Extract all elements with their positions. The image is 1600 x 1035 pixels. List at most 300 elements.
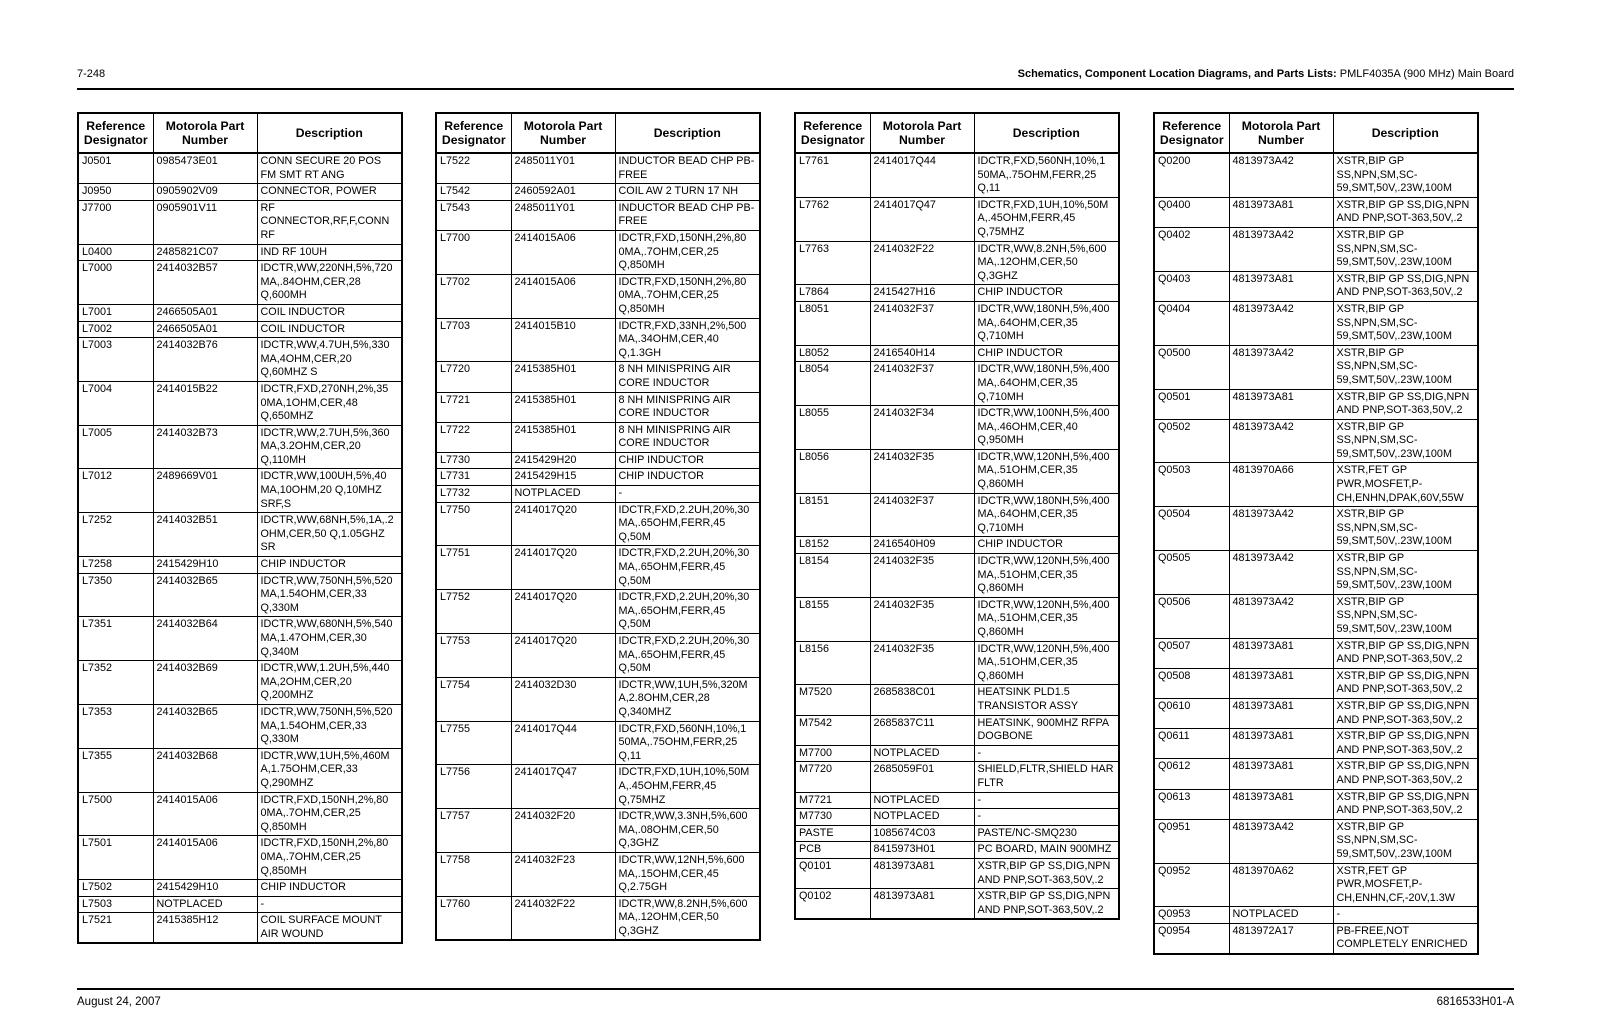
description-cell: XSTR,BIP GP SS,DIG,NPN AND PNP,SOT-363,50V,.2 <box>1333 638 1478 668</box>
parts-table-4 <box>1153 112 1479 955</box>
column-header-part-number: Motorola Part Number <box>1229 113 1333 153</box>
table-row <box>78 836 402 880</box>
description-cell: IDCTR,FXD,2.2UH,20%,30 MA,.65OHM,FERR,45 Q,50M <box>615 546 760 590</box>
part-number-cell: 2414032B69 <box>153 661 257 705</box>
part-number-cell: 2414032F22 <box>870 241 974 285</box>
reference-designator-cell: Q0952 <box>1154 863 1229 907</box>
reference-designator-cell: Q0503 <box>1154 463 1229 507</box>
reference-designator-cell: Q0611 <box>1154 729 1229 759</box>
part-number-cell: 2460592A01 <box>511 184 615 201</box>
description-cell: PC BOARD, MAIN 900MHZ <box>974 842 1119 859</box>
part-number-cell: 2414032F35 <box>870 554 974 598</box>
part-number-cell: 2414015A06 <box>511 230 615 274</box>
reference-designator-cell: L8152 <box>795 537 870 554</box>
part-number-cell: 4813970A66 <box>1229 463 1333 507</box>
table-row <box>436 274 760 318</box>
table-row <box>436 852 760 896</box>
description-cell: INDUCTOR BEAD CHP PB-FREE <box>615 200 760 230</box>
reference-designator-cell: J7700 <box>78 200 153 244</box>
table-row <box>795 745 1119 762</box>
part-number-cell: 0905901V11 <box>153 200 257 244</box>
reference-designator-cell: L7761 <box>795 153 870 197</box>
table-row <box>1154 698 1478 728</box>
description-cell: CHIP INDUCTOR <box>974 537 1119 554</box>
reference-designator-cell: PCB <box>795 842 870 859</box>
description-cell: IDCTR,WW,750NH,5%,520 MA,1.54OHM,CER,33 Q,330M <box>257 573 402 617</box>
table-row <box>795 449 1119 493</box>
description-cell: CONN SECURE 20 POS FM SMT RT ANG <box>257 153 402 184</box>
description-cell: 8 NH MINISPRING AIR CORE INDUCTOR <box>615 362 760 392</box>
description-cell: CHIP INDUCTOR <box>974 345 1119 362</box>
header-title-bold: Schematics, Component Location Diagrams, and Parts Lists: <box>1017 68 1337 80</box>
description-cell: XSTR,BIP GP SS,DIG,NPN AND PNP,SOT-363,50V,.2 <box>974 889 1119 920</box>
description-cell: 8 NH MINISPRING AIR CORE INDUCTOR <box>615 422 760 452</box>
description-cell: XSTR,BIP GP SS,NPN,SM,SC-59,SMT,50V,.23W,100M <box>1333 227 1478 271</box>
table-row <box>78 200 402 244</box>
table-row <box>795 597 1119 641</box>
table-row <box>436 721 760 765</box>
reference-designator-cell: Q0500 <box>1154 345 1229 389</box>
description-cell: XSTR,BIP GP SS,DIG,NPN AND PNP,SOT-363,50V,.2 <box>1333 729 1478 759</box>
table-row <box>1154 819 1478 863</box>
description-cell: IDCTR,FXD,560NH,10%,1 50MA,.75OHM,FERR,25 Q,11 <box>615 721 760 765</box>
parts-table-1 <box>77 112 403 944</box>
part-number-cell: 4813973A81 <box>870 889 974 920</box>
table-row <box>78 880 402 897</box>
description-cell: IDCTR,WW,680NH,5%,540 MA,1.47OHM,CER,30 Q,340M <box>257 617 402 661</box>
reference-designator-cell: L7252 <box>78 513 153 557</box>
table-row <box>795 554 1119 598</box>
description-cell: IDCTR,WW,120NH,5%,400 MA,.51OHM,CER,35 Q,860MH <box>974 641 1119 685</box>
table-row <box>795 406 1119 450</box>
part-number-cell: 2685059F01 <box>870 762 974 792</box>
description-cell: INDUCTOR BEAD CHP PB-FREE <box>615 153 760 184</box>
description-cell: - <box>974 745 1119 762</box>
part-number-cell: 4813973A42 <box>1229 594 1333 638</box>
table-row <box>436 452 760 469</box>
table-row <box>795 715 1119 745</box>
part-number-cell: 2415385H12 <box>153 913 257 944</box>
part-number-cell: 4813973A42 <box>1229 419 1333 463</box>
description-cell: XSTR,BIP GP SS,NPN,SM,SC-59,SMT,50V,.23W,100M <box>1333 153 1478 197</box>
reference-designator-cell: L7353 <box>78 704 153 748</box>
part-number-cell: 4813973A81 <box>1229 197 1333 227</box>
table-row <box>436 200 760 230</box>
table-row <box>795 809 1119 826</box>
reference-designator-cell: Q0400 <box>1154 197 1229 227</box>
part-number-cell: 2414017Q47 <box>511 765 615 809</box>
reference-designator-cell: L8155 <box>795 597 870 641</box>
part-number-cell: 2414015B10 <box>511 318 615 362</box>
part-number-cell: 0905902V09 <box>153 184 257 201</box>
table-row <box>436 469 760 486</box>
reference-designator-cell: Q0953 <box>1154 907 1229 924</box>
part-number-cell: 2414032F34 <box>870 406 974 450</box>
description-cell: - <box>974 792 1119 809</box>
part-number-cell: 4813973A81 <box>1229 729 1333 759</box>
part-number-cell: 2416540H14 <box>870 345 974 362</box>
description-cell: IDCTR,WW,4.7UH,5%,330 MA,4OHM,CER,20 Q,60MHZ S <box>257 338 402 382</box>
part-number-cell: 4813973A42 <box>1229 345 1333 389</box>
description-cell: IDCTR,WW,1UH,5%,320M A,2.8OHM,CER,28 Q,340MHZ <box>615 677 760 721</box>
table-row <box>436 392 760 422</box>
reference-designator-cell: Q0504 <box>1154 507 1229 551</box>
reference-designator-cell: L7730 <box>436 452 511 469</box>
part-number-cell: 2485011Y01 <box>511 200 615 230</box>
description-cell: XSTR,BIP GP SS,NPN,SM,SC-59,SMT,50V,.23W,100M <box>1333 507 1478 551</box>
reference-designator-cell: L7755 <box>436 721 511 765</box>
reference-designator-cell: L8151 <box>795 493 870 537</box>
reference-designator-cell: L7760 <box>436 896 511 940</box>
table-row <box>1154 907 1478 924</box>
column-header-description: Description <box>615 113 760 153</box>
reference-designator-cell: L7500 <box>78 792 153 836</box>
reference-designator-cell: L7757 <box>436 809 511 853</box>
table-row <box>795 842 1119 859</box>
description-cell: XSTR,BIP GP SS,DIG,NPN AND PNP,SOT-363,50V,.2 <box>1333 389 1478 419</box>
description-cell: IDCTR,WW,120NH,5%,400 MA,.51OHM,CER,35 Q,860MH <box>974 597 1119 641</box>
part-number-cell: NOTPLACED <box>870 792 974 809</box>
table-row <box>436 422 760 452</box>
table-row <box>78 338 402 382</box>
part-number-cell: 4813973A42 <box>1229 551 1333 595</box>
reference-designator-cell: L7001 <box>78 304 153 321</box>
table-row <box>78 896 402 913</box>
table-row <box>795 792 1119 809</box>
column-header-description: Description <box>1333 113 1478 153</box>
reference-designator-cell: L8154 <box>795 554 870 598</box>
description-cell: IDCTR,WW,8.2NH,5%,600 MA,.12OHM,CER,50 Q,3GHZ <box>974 241 1119 285</box>
part-number-cell: 4813973A81 <box>1229 789 1333 819</box>
reference-designator-cell: L7350 <box>78 573 153 617</box>
part-number-cell: 2415385H01 <box>511 362 615 392</box>
table-row <box>78 381 402 425</box>
part-number-cell: 2415429H20 <box>511 452 615 469</box>
table-row <box>795 301 1119 345</box>
part-number-cell: 2414032F37 <box>870 362 974 406</box>
part-number-cell: NOTPLACED <box>511 486 615 503</box>
column-header-part-number: Motorola Part Number <box>870 113 974 153</box>
part-number-cell: 4813973A81 <box>1229 271 1333 301</box>
table-row <box>1154 153 1478 197</box>
part-number-cell: NOTPLACED <box>870 745 974 762</box>
description-cell: IDCTR,FXD,150NH,2%,80 0MA,.7OHM,CER,25 Q,850MH <box>257 836 402 880</box>
part-number-cell: 2414032F35 <box>870 641 974 685</box>
description-cell: XSTR,BIP GP SS,DIG,NPN AND PNP,SOT-363,50V,.2 <box>1333 197 1478 227</box>
part-number-cell: 4813973A42 <box>1229 227 1333 271</box>
description-cell: IND RF 10UH <box>257 244 402 261</box>
part-number-cell: 2685837C11 <box>870 715 974 745</box>
description-cell: CHIP INDUCTOR <box>974 285 1119 302</box>
reference-designator-cell: M7542 <box>795 715 870 745</box>
reference-designator-cell: Q0101 <box>795 858 870 888</box>
column-header-reference: Reference Designator <box>1154 113 1229 153</box>
reference-designator-cell: L8056 <box>795 449 870 493</box>
description-cell: XSTR,BIP GP SS,DIG,NPN AND PNP,SOT-363,50V,.2 <box>1333 789 1478 819</box>
table-row <box>78 425 402 469</box>
reference-designator-cell: L7720 <box>436 362 511 392</box>
table-row <box>436 809 760 853</box>
part-number-cell: NOTPLACED <box>870 809 974 826</box>
table-row <box>795 241 1119 285</box>
description-cell: - <box>974 809 1119 826</box>
table-row <box>795 825 1119 842</box>
reference-designator-cell: L7752 <box>436 590 511 634</box>
reference-designator-cell: Q0612 <box>1154 759 1229 789</box>
reference-designator-cell: L7753 <box>436 634 511 678</box>
table-row <box>1154 463 1478 507</box>
part-number-cell: 2466505A01 <box>153 304 257 321</box>
description-cell: IDCTR,FXD,2.2UH,20%,30 MA,.65OHM,FERR,45 Q,50M <box>615 634 760 678</box>
part-number-cell: 2414032B65 <box>153 704 257 748</box>
reference-designator-cell: L7756 <box>436 765 511 809</box>
table-row <box>78 513 402 557</box>
column-header-description: Description <box>257 113 402 153</box>
reference-designator-cell: L7702 <box>436 274 511 318</box>
description-cell: COIL AW 2 TURN 17 NH <box>615 184 760 201</box>
reference-designator-cell: L8052 <box>795 345 870 362</box>
reference-designator-cell: Q0501 <box>1154 389 1229 419</box>
part-number-cell: NOTPLACED <box>153 896 257 913</box>
table-row <box>78 244 402 261</box>
reference-designator-cell: L7700 <box>436 230 511 274</box>
reference-designator-cell: L7543 <box>436 200 511 230</box>
footer-rule <box>77 988 1514 990</box>
table-row <box>436 230 760 274</box>
part-number-cell: 2414015A06 <box>153 792 257 836</box>
reference-designator-cell: Q0404 <box>1154 301 1229 345</box>
reference-designator-cell: L7731 <box>436 469 511 486</box>
part-number-cell: 2414032B73 <box>153 425 257 469</box>
description-cell: IDCTR,FXD,33NH,2%,500 MA,.34OHM,CER,40 Q,1.3GH <box>615 318 760 362</box>
part-number-cell: 2414017Q20 <box>511 634 615 678</box>
table-row <box>436 184 760 201</box>
table-row <box>436 486 760 503</box>
reference-designator-cell: L7003 <box>78 338 153 382</box>
part-number-cell: 8415973H01 <box>870 842 974 859</box>
reference-designator-cell: L8156 <box>795 641 870 685</box>
part-number-cell: 2485821C07 <box>153 244 257 261</box>
column-header-reference: Reference Designator <box>795 113 870 153</box>
part-number-cell: 2416540H09 <box>870 537 974 554</box>
reference-designator-cell: L7721 <box>436 392 511 422</box>
description-cell: IDCTR,WW,3.3NH,5%,600 MA,.08OHM,CER,50 Q,3GHZ <box>615 809 760 853</box>
reference-designator-cell: J0501 <box>78 153 153 184</box>
reference-designator-cell: L7864 <box>795 285 870 302</box>
part-number-cell: 2414032B64 <box>153 617 257 661</box>
reference-designator-cell: Q0954 <box>1154 923 1229 954</box>
part-number-cell: 1085674C03 <box>870 825 974 842</box>
footer-doc-number: 6816533H01-A <box>1436 996 1514 1008</box>
table-row <box>795 762 1119 792</box>
table-row <box>1154 507 1478 551</box>
part-number-cell: 2414015A06 <box>153 836 257 880</box>
description-cell: CONNECTOR, POWER <box>257 184 402 201</box>
table-row <box>1154 271 1478 301</box>
reference-designator-cell: L8051 <box>795 301 870 345</box>
description-cell: CHIP INDUCTOR <box>615 469 760 486</box>
table-row <box>795 889 1119 920</box>
description-cell: COIL INDUCTOR <box>257 304 402 321</box>
reference-designator-cell: L7521 <box>78 913 153 944</box>
part-number-cell: 4813973A81 <box>1229 759 1333 789</box>
table-row <box>78 792 402 836</box>
table-row <box>78 913 402 944</box>
table-row <box>436 362 760 392</box>
reference-designator-cell: L7703 <box>436 318 511 362</box>
part-number-cell: 2414032F20 <box>511 809 615 853</box>
table-row <box>78 704 402 748</box>
part-number-cell: 2414017Q20 <box>511 590 615 634</box>
reference-designator-cell: Q0610 <box>1154 698 1229 728</box>
reference-designator-cell: Q0507 <box>1154 638 1229 668</box>
description-cell: CHIP INDUCTOR <box>257 557 402 574</box>
reference-designator-cell: L7501 <box>78 836 153 880</box>
table-row <box>78 573 402 617</box>
part-number-cell: 2414017Q20 <box>511 502 615 546</box>
description-cell: 8 NH MINISPRING AIR CORE INDUCTOR <box>615 392 760 422</box>
part-number-cell: 4813973A81 <box>1229 638 1333 668</box>
description-cell: IDCTR,FXD,150NH,2%,80 0MA,.7OHM,CER,25 Q,850MH <box>615 274 760 318</box>
reference-designator-cell: PASTE <box>795 825 870 842</box>
page-number: 7-248 <box>77 68 106 80</box>
description-cell: IDCTR,WW,1.2UH,5%,440 MA,2OHM,CER,20 Q,200MHZ <box>257 661 402 705</box>
part-number-cell: 4813973A81 <box>870 858 974 888</box>
table-row <box>1154 729 1478 759</box>
part-number-cell: 2414017Q20 <box>511 546 615 590</box>
description-cell: CHIP INDUCTOR <box>257 880 402 897</box>
column-header-reference: Reference Designator <box>436 113 511 153</box>
description-cell: XSTR,BIP GP SS,NPN,SM,SC-59,SMT,50V,.23W,100M <box>1333 819 1478 863</box>
table-row <box>1154 197 1478 227</box>
table-row <box>795 641 1119 685</box>
reference-designator-cell: L8054 <box>795 362 870 406</box>
table-row <box>795 858 1119 888</box>
part-number-cell: 2414032F23 <box>511 852 615 896</box>
part-number-cell: 2414017Q44 <box>870 153 974 197</box>
reference-designator-cell: L7503 <box>78 896 153 913</box>
table-row <box>795 362 1119 406</box>
reference-designator-cell: L7004 <box>78 381 153 425</box>
table-row <box>78 321 402 338</box>
footer-date: August 24, 2007 <box>77 996 161 1008</box>
description-cell: COIL INDUCTOR <box>257 321 402 338</box>
reference-designator-cell: L7750 <box>436 502 511 546</box>
description-cell: IDCTR,WW,180NH,5%,400 MA,.64OHM,CER,35 Q,710MH <box>974 362 1119 406</box>
reference-designator-cell: L7732 <box>436 486 511 503</box>
description-cell: SHIELD,FLTR,SHIELD HAR FLTR <box>974 762 1119 792</box>
description-cell: XSTR,BIP GP SS,NPN,SM,SC-59,SMT,50V,.23W,100M <box>1333 301 1478 345</box>
part-number-cell: 2415429H10 <box>153 557 257 574</box>
part-number-cell: 0985473E01 <box>153 153 257 184</box>
reference-designator-cell: Q0502 <box>1154 419 1229 463</box>
reference-designator-cell: Q0403 <box>1154 271 1229 301</box>
part-number-cell: 2415385H01 <box>511 422 615 452</box>
table-row <box>1154 301 1478 345</box>
table-row <box>436 896 760 940</box>
table-row <box>436 153 760 184</box>
part-number-cell: 2415385H01 <box>511 392 615 422</box>
part-number-cell: 2466505A01 <box>153 321 257 338</box>
reference-designator-cell: Q0613 <box>1154 789 1229 819</box>
description-cell: XSTR,BIP GP SS,DIG,NPN AND PNP,SOT-363,50V,.2 <box>974 858 1119 888</box>
description-cell: IDCTR,FXD,270NH,2%,35 0MA,1OHM,CER,48 Q,650MHZ <box>257 381 402 425</box>
reference-designator-cell: M7520 <box>795 685 870 715</box>
description-cell: IDCTR,FXD,2.2UH,20%,30 MA,.65OHM,FERR,45 Q,50M <box>615 590 760 634</box>
table-row <box>436 502 760 546</box>
description-cell: RF CONNECTOR,RF,F,CONN RF <box>257 200 402 244</box>
part-number-cell: 2415429H10 <box>153 880 257 897</box>
description-cell: XSTR,FET GP PWR,MOSFET,P-CH,ENHN,DPAK,60V,55W <box>1333 463 1478 507</box>
part-number-cell: 2414032B68 <box>153 748 257 792</box>
description-cell: IDCTR,WW,12NH,5%,600 MA,.15OHM,CER,45 Q,2.75GH <box>615 852 760 896</box>
reference-designator-cell: L7352 <box>78 661 153 705</box>
reference-designator-cell: L7012 <box>78 469 153 513</box>
reference-designator-cell: M7721 <box>795 792 870 809</box>
description-cell: IDCTR,WW,120NH,5%,400 MA,.51OHM,CER,35 Q,860MH <box>974 554 1119 598</box>
part-number-cell: 2685838C01 <box>870 685 974 715</box>
reference-designator-cell: L7355 <box>78 748 153 792</box>
part-number-cell: 4813973A42 <box>1229 153 1333 197</box>
part-number-cell: 2414032D30 <box>511 677 615 721</box>
description-cell: IDCTR,FXD,1UH,10%,50M A,.45OHM,FERR,45 Q,75MHZ <box>974 197 1119 241</box>
table-row <box>436 677 760 721</box>
part-number-cell: 2415429H15 <box>511 469 615 486</box>
description-cell: IDCTR,FXD,150NH,2%,80 0MA,.7OHM,CER,25 Q,850MH <box>615 230 760 274</box>
description-cell: IDCTR,WW,100NH,5%,400 MA,.46OHM,CER,40 Q,950MH <box>974 406 1119 450</box>
description-cell: IDCTR,WW,68NH,5%,1A,.2 OHM,CER,50 Q,1.05GHZ SR <box>257 513 402 557</box>
table-row <box>78 184 402 201</box>
table-row <box>1154 227 1478 271</box>
part-number-cell: 2414015B22 <box>153 381 257 425</box>
description-cell: IDCTR,WW,100UH,5%,40 MA,10OHM,20 Q,10MHZ SRF,S <box>257 469 402 513</box>
description-cell: XSTR,BIP GP SS,DIG,NPN AND PNP,SOT-363,50V,.2 <box>1333 759 1478 789</box>
table-row <box>795 153 1119 197</box>
table-row <box>1154 668 1478 698</box>
table-row <box>436 634 760 678</box>
table-row <box>1154 389 1478 419</box>
column-header-description: Description <box>974 113 1119 153</box>
description-cell: XSTR,BIP GP SS,DIG,NPN AND PNP,SOT-363,50V,.2 <box>1333 668 1478 698</box>
part-number-cell: 4813973A81 <box>1229 668 1333 698</box>
table-row <box>795 685 1119 715</box>
part-number-cell: 2414032B51 <box>153 513 257 557</box>
part-number-cell: 4813970A62 <box>1229 863 1333 907</box>
table-row <box>795 285 1119 302</box>
reference-designator-cell: Q0102 <box>795 889 870 920</box>
reference-designator-cell: L7000 <box>78 261 153 305</box>
parts-table-2 <box>435 112 761 941</box>
reference-designator-cell: Q0402 <box>1154 227 1229 271</box>
description-cell: IDCTR,FXD,150NH,2%,80 0MA,.7OHM,CER,25 Q,850MH <box>257 792 402 836</box>
reference-designator-cell: L7522 <box>436 153 511 184</box>
reference-designator-cell: L7762 <box>795 197 870 241</box>
description-cell: HEATSINK, 900MHZ RFPA DOGBONE <box>974 715 1119 745</box>
reference-designator-cell: Q0951 <box>1154 819 1229 863</box>
table-row <box>1154 863 1478 907</box>
part-number-cell: 2414032F37 <box>870 301 974 345</box>
reference-designator-cell: M7720 <box>795 762 870 792</box>
reference-designator-cell: L0400 <box>78 244 153 261</box>
table-row <box>795 537 1119 554</box>
table-row <box>436 765 760 809</box>
part-number-cell: 2414032F35 <box>870 597 974 641</box>
header-rule <box>77 88 1514 90</box>
part-number-cell: NOTPLACED <box>1229 907 1333 924</box>
description-cell: COIL SURFACE MOUNT AIR WOUND <box>257 913 402 944</box>
description-cell: XSTR,BIP GP SS,NPN,SM,SC-59,SMT,50V,.23W,100M <box>1333 594 1478 638</box>
table-row <box>78 469 402 513</box>
